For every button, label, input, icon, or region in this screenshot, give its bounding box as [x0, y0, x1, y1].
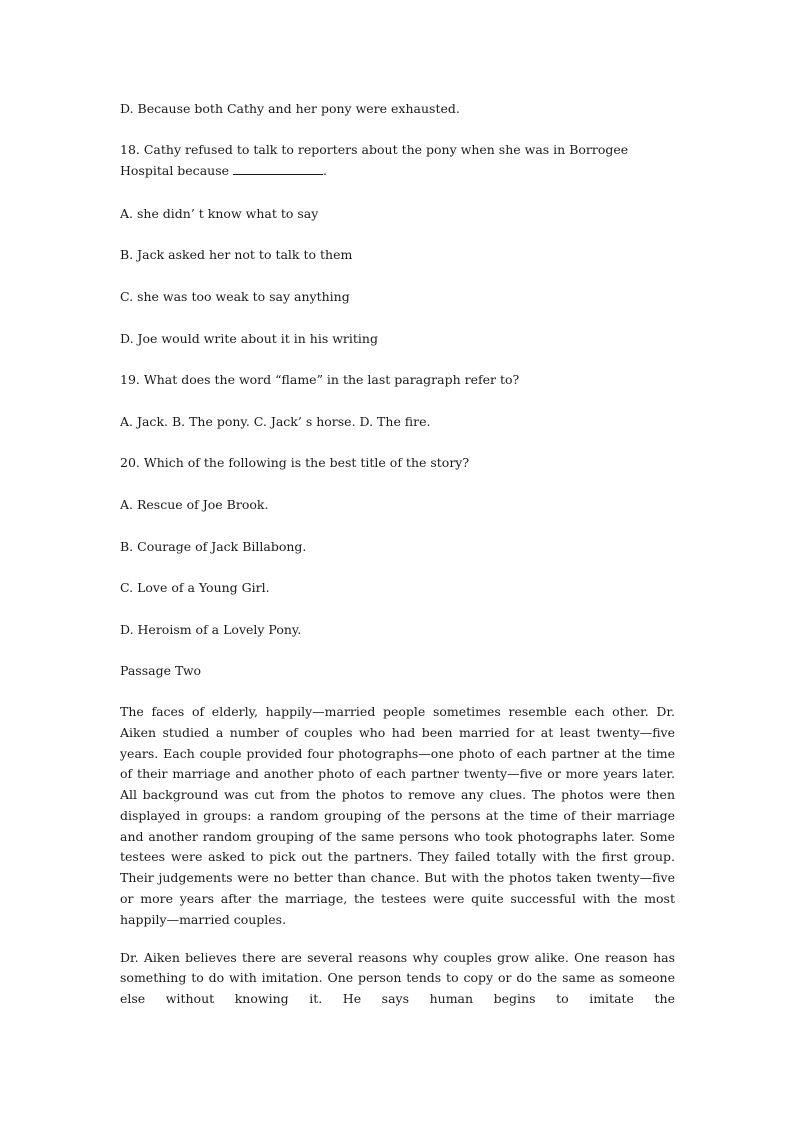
q18-option-a: A. she didn’ t know what to say: [120, 205, 319, 221]
q18-option-d: D. Joe would write about it in his writing: [120, 330, 378, 346]
q18-stem-text: 18. Cathy refused to talk to reporters about the pony when she was in Borrogee Hospital because: [120, 141, 633, 179]
q20-option-b: B. Courage of Jack Billabong.: [120, 538, 307, 554]
q18-stem-end: .: [322, 163, 327, 179]
passage-paragraph-2: Dr. Aiken believes there are several reasons why couples grow alike. One reason has something to do with imitation. One person tends to copy or do the same as someone else without knowing it. He says human begins to imitate the: [120, 949, 675, 1007]
q20-option-c: C. Love of a Young Girl.: [120, 580, 270, 596]
q20-option-d: D. Heroism of a Lovely Pony.: [120, 621, 302, 637]
passage-heading: Passage Two: [120, 663, 202, 679]
document-page: [120, 98, 675, 1025]
q20-stem: 20. Which of the following is the best title of the story?: [120, 455, 470, 471]
q17-option-d: D. Because both Cathy and her pony were exhausted.: [120, 101, 460, 116]
q19-stem: 19. What does the word “flame” in the last paragraph refer to?: [120, 372, 520, 388]
q18-option-b: B. Jack asked her not to talk to them: [120, 247, 353, 263]
q18-option-c: C. she was too weak to say anything: [120, 288, 350, 304]
q18-stem: [120, 140, 675, 183]
q20-option-a: A. Rescue of Joe Brook.: [120, 496, 269, 512]
answer-blank: [233, 160, 323, 175]
passage-paragraph-1: The faces of elderly, happily—married people sometimes resemble each other. Dr. Aiken studied a number of couples who had been married for at least twenty—five years. Each couple provided four photographs—one photo of each partner at the time of their marriage and another photo of each partner twenty—five or more years later. All background was cut from the photos to remove any clues. The photos were then displayed in groups: a random grouping of the persons at the time of their marriage and another random grouping of the same persons who took photographs later. Some testees were asked to pick out the partners. They failed totally with the first group. Their judgements were no better than chance. But with the photos taken twenty—five or more years after the marriage, the testees were quite successful with the most happily—married couples.: [120, 703, 675, 927]
q19-options: A. Jack. B. The pony. C. Jack’ s horse. D. The fire.: [120, 413, 431, 429]
